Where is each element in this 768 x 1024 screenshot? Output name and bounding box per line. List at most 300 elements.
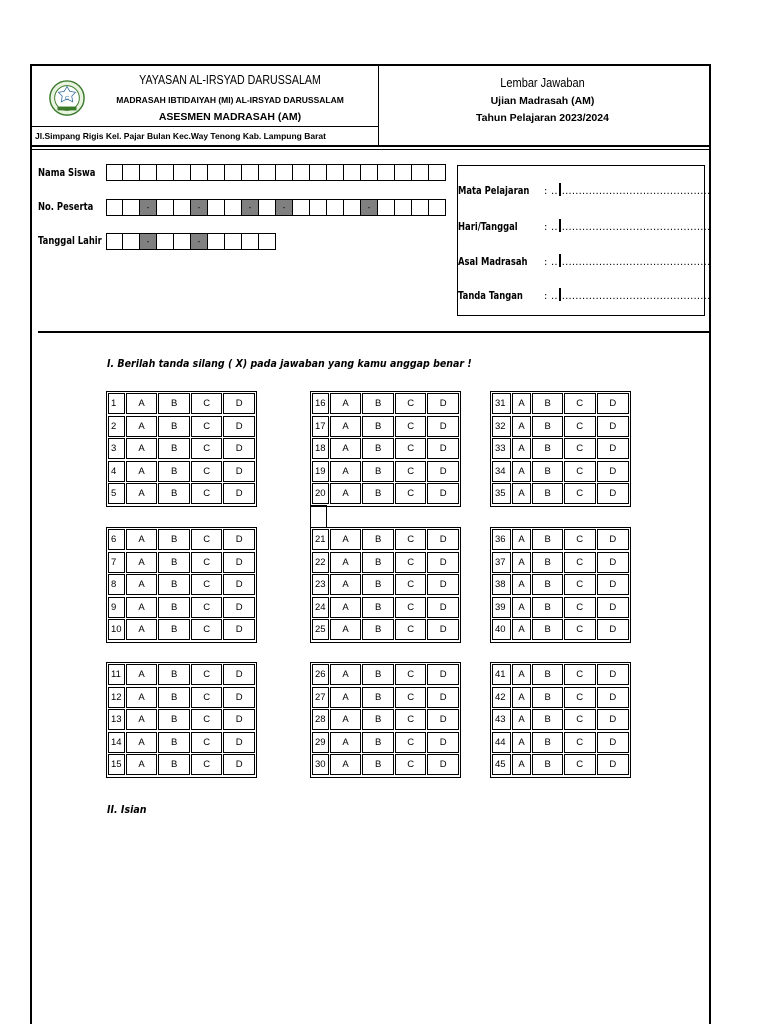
answer-option-b[interactable]: B xyxy=(362,529,394,550)
answer-option-d[interactable]: D xyxy=(597,754,630,775)
answer-option-a[interactable]: A xyxy=(330,597,362,618)
answer-row xyxy=(108,686,256,709)
answer-option-d[interactable]: D xyxy=(427,754,459,775)
question-number: 44 xyxy=(492,732,511,753)
answer-option-b[interactable]: B xyxy=(532,619,563,640)
date-of-birth-boxes[interactable]: - - xyxy=(106,233,276,250)
answer-option-b[interactable]: B xyxy=(362,438,394,459)
answer-option-d[interactable]: D xyxy=(223,619,255,640)
answer-option-b[interactable]: B xyxy=(532,574,563,595)
answer-row xyxy=(312,392,460,415)
header-bottom-rule xyxy=(32,145,709,147)
answer-option-c[interactable]: C xyxy=(395,461,427,482)
answer-option-b[interactable]: B xyxy=(158,461,190,482)
question-number: 4 xyxy=(108,461,125,482)
answer-option-a[interactable]: A xyxy=(512,619,532,640)
answer-block xyxy=(106,662,257,778)
answer-option-a[interactable]: A xyxy=(512,393,532,414)
question-number: 1 xyxy=(108,393,125,414)
answer-option-a[interactable]: A xyxy=(512,574,532,595)
answer-option-b[interactable]: B xyxy=(158,619,190,640)
answer-option-d[interactable]: D xyxy=(427,552,459,573)
answer-row xyxy=(312,731,460,754)
answer-row xyxy=(492,460,630,483)
question-number: 6 xyxy=(108,529,125,550)
answer-option-a[interactable]: A xyxy=(512,529,532,550)
answer-option-c[interactable]: C xyxy=(564,754,596,775)
answer-row xyxy=(312,596,460,619)
answer-option-d[interactable]: D xyxy=(597,461,630,482)
signature-field[interactable]: Tanda Tangan : .. ............................................ xyxy=(458,290,711,302)
answer-option-d[interactable]: D xyxy=(597,664,630,685)
answer-option-d[interactable]: D xyxy=(597,687,630,708)
answer-option-a[interactable]: A xyxy=(330,709,362,730)
answer-block xyxy=(310,662,461,778)
answer-option-c[interactable]: C xyxy=(564,732,596,753)
answer-option-d[interactable]: D xyxy=(597,483,630,504)
question-number: 26 xyxy=(312,664,329,685)
answer-option-a[interactable]: A xyxy=(126,732,158,753)
answer-option-a[interactable]: A xyxy=(330,574,362,595)
answer-option-a[interactable]: A xyxy=(512,687,532,708)
answer-row xyxy=(108,618,256,641)
answer-option-a[interactable]: A xyxy=(330,438,362,459)
answer-row xyxy=(492,415,630,438)
answer-option-a[interactable]: A xyxy=(126,664,158,685)
answer-row xyxy=(108,573,256,596)
exam-name: Ujian Madrasah (AM) xyxy=(490,95,595,107)
answer-row xyxy=(108,460,256,483)
answer-option-b[interactable]: B xyxy=(532,732,563,753)
question-number: 5 xyxy=(108,483,125,504)
answer-option-c[interactable]: C xyxy=(395,483,427,504)
answer-option-d[interactable]: D xyxy=(427,416,459,437)
answer-option-b[interactable]: B xyxy=(158,438,190,459)
answer-option-b[interactable]: B xyxy=(532,461,563,482)
answer-option-c[interactable]: C xyxy=(395,574,427,595)
answer-row xyxy=(108,482,256,505)
question-number: 32 xyxy=(492,416,511,437)
answer-option-d[interactable]: D xyxy=(597,574,630,595)
answer-row xyxy=(108,753,256,776)
answer-option-d[interactable]: D xyxy=(597,597,630,618)
answer-option-c[interactable]: C xyxy=(564,416,596,437)
student-name-boxes[interactable] xyxy=(106,164,446,181)
answer-option-a[interactable]: A xyxy=(330,393,362,414)
question-number: 12 xyxy=(108,687,125,708)
answer-option-d[interactable]: D xyxy=(427,483,459,504)
answer-option-c[interactable]: C xyxy=(564,687,596,708)
answer-option-d[interactable]: D xyxy=(223,529,255,550)
answer-row xyxy=(108,528,256,551)
answer-option-d[interactable]: D xyxy=(597,438,630,459)
answer-option-a[interactable]: A xyxy=(126,754,158,775)
answer-row xyxy=(492,392,630,415)
answer-option-a[interactable]: A xyxy=(126,687,158,708)
answer-option-b[interactable]: B xyxy=(532,552,563,573)
answer-option-b[interactable]: B xyxy=(158,552,190,573)
answer-row xyxy=(312,415,460,438)
answer-option-c[interactable]: C xyxy=(191,709,223,730)
answer-option-a[interactable]: A xyxy=(330,483,362,504)
answer-option-d[interactable]: D xyxy=(427,597,459,618)
question-number: 38 xyxy=(492,574,511,595)
foundation-name: YAYASAN AL-IRSYAD DARUSSALAM xyxy=(139,73,321,87)
answer-option-c[interactable]: C xyxy=(564,664,596,685)
answer-option-d[interactable]: D xyxy=(427,619,459,640)
question-number: 24 xyxy=(312,597,329,618)
answer-option-a[interactable]: A xyxy=(512,732,532,753)
answer-option-a[interactable]: A xyxy=(126,709,158,730)
answer-option-b[interactable]: B xyxy=(362,483,394,504)
question-number: 11 xyxy=(108,664,125,685)
answer-option-d[interactable]: D xyxy=(223,416,255,437)
answer-row xyxy=(108,731,256,754)
answer-option-b[interactable]: B xyxy=(362,393,394,414)
answer-option-b[interactable]: B xyxy=(362,664,394,685)
answer-row xyxy=(108,437,256,460)
section-rule xyxy=(38,331,709,333)
answer-option-c[interactable]: C xyxy=(395,529,427,550)
answer-option-a[interactable]: A xyxy=(512,709,532,730)
answer-option-c[interactable]: C xyxy=(564,552,596,573)
answer-row xyxy=(312,618,460,641)
answer-block xyxy=(106,527,257,643)
question-number: 42 xyxy=(492,687,511,708)
answer-option-d[interactable]: D xyxy=(597,552,630,573)
answer-option-d[interactable]: D xyxy=(597,393,630,414)
answer-option-b[interactable]: B xyxy=(158,709,190,730)
answer-option-b[interactable]: B xyxy=(158,483,190,504)
answer-option-a[interactable]: A xyxy=(330,754,362,775)
answer-option-b[interactable]: B xyxy=(158,393,190,414)
answer-option-b[interactable]: B xyxy=(532,529,563,550)
school-name: MADRASAH IBTIDAIYAH (MI) AL-IRSYAD DARUSSALAM xyxy=(116,95,344,105)
question-number: 14 xyxy=(108,732,125,753)
answer-option-b[interactable]: B xyxy=(158,597,190,618)
answer-row xyxy=(312,573,460,596)
question-number: 19 xyxy=(312,461,329,482)
answer-option-a[interactable]: A xyxy=(126,416,158,437)
question-number: 8 xyxy=(108,574,125,595)
answer-option-b[interactable]: B xyxy=(532,597,563,618)
answer-option-c[interactable]: C xyxy=(564,574,596,595)
answer-option-a[interactable]: A xyxy=(330,687,362,708)
answer-option-d[interactable]: D xyxy=(223,754,255,775)
answer-option-a[interactable]: A xyxy=(126,461,158,482)
answer-option-c[interactable]: C xyxy=(191,552,223,573)
answer-option-d[interactable]: D xyxy=(223,709,255,730)
answer-row xyxy=(108,392,256,415)
answer-option-c[interactable]: C xyxy=(564,461,596,482)
answer-option-b[interactable]: B xyxy=(532,438,563,459)
answer-option-a[interactable]: A xyxy=(126,438,158,459)
answer-option-d[interactable]: D xyxy=(597,732,630,753)
answer-option-a[interactable]: A xyxy=(330,664,362,685)
school-address: Jl.Simpang Rigis Kel. Pajar Bulan Kec.Way Tenong Kab. Lampung Barat xyxy=(32,126,378,144)
answer-option-a[interactable]: A xyxy=(126,483,158,504)
answer-option-c[interactable]: C xyxy=(191,732,223,753)
participant-number-label: No. Peserta xyxy=(38,201,94,213)
answer-option-d[interactable]: D xyxy=(223,461,255,482)
header-divider xyxy=(378,66,379,145)
answer-option-a[interactable]: A xyxy=(330,529,362,550)
answer-option-a[interactable]: A xyxy=(512,552,532,573)
answer-row xyxy=(312,686,460,709)
answer-option-d[interactable]: D xyxy=(597,619,630,640)
answer-option-b[interactable]: B xyxy=(362,416,394,437)
answer-option-b[interactable]: B xyxy=(362,709,394,730)
answer-option-b[interactable]: B xyxy=(158,416,190,437)
answer-row xyxy=(312,460,460,483)
answer-option-d[interactable]: D xyxy=(223,438,255,459)
answer-option-d[interactable]: D xyxy=(427,664,459,685)
answer-option-a[interactable]: A xyxy=(512,597,532,618)
answer-option-c[interactable]: C xyxy=(395,416,427,437)
question-number: 41 xyxy=(492,664,511,685)
answer-row xyxy=(312,708,460,731)
answer-option-a[interactable]: A xyxy=(512,438,532,459)
question-number: 9 xyxy=(108,597,125,618)
answer-option-a[interactable]: A xyxy=(126,619,158,640)
answer-option-b[interactable]: B xyxy=(158,529,190,550)
answer-option-d[interactable]: D xyxy=(427,438,459,459)
question-number: 23 xyxy=(312,574,329,595)
answer-option-d[interactable]: D xyxy=(427,709,459,730)
answer-option-b[interactable]: B xyxy=(532,709,563,730)
answer-option-a[interactable]: A xyxy=(126,574,158,595)
question-number: 33 xyxy=(492,438,511,459)
answer-block xyxy=(106,391,257,507)
answer-option-d[interactable]: D xyxy=(223,687,255,708)
answer-option-c[interactable]: C xyxy=(191,483,223,504)
answer-block xyxy=(490,391,631,507)
answer-option-d[interactable]: D xyxy=(223,574,255,595)
answer-option-c[interactable]: C xyxy=(395,438,427,459)
answer-row xyxy=(492,663,630,686)
answer-option-c[interactable]: C xyxy=(395,754,427,775)
subject-field[interactable]: Mata Pelajaran : .. ............................................ xyxy=(458,185,711,197)
answer-row xyxy=(108,596,256,619)
answer-row xyxy=(312,437,460,460)
answer-option-a[interactable]: A xyxy=(330,619,362,640)
sheet-title: Lembar Jawaban xyxy=(500,76,585,90)
school-logo-icon xyxy=(48,79,86,117)
student-name-label: Nama Siswa xyxy=(38,167,96,179)
question-number: 36 xyxy=(492,529,511,550)
answer-option-b[interactable]: B xyxy=(532,754,563,775)
answer-option-b[interactable]: B xyxy=(532,687,563,708)
header-bottom-rule-2 xyxy=(32,149,709,150)
answer-row xyxy=(312,663,460,686)
answer-option-c[interactable]: C xyxy=(564,619,596,640)
question-number: 30 xyxy=(312,754,329,775)
answer-option-b[interactable]: B xyxy=(532,416,563,437)
answer-option-c[interactable]: C xyxy=(564,529,596,550)
answer-option-c[interactable]: C xyxy=(564,709,596,730)
answer-option-c[interactable]: C xyxy=(191,574,223,595)
answer-option-b[interactable]: B xyxy=(362,687,394,708)
answer-option-d[interactable]: D xyxy=(427,529,459,550)
answer-option-a[interactable]: A xyxy=(330,552,362,573)
answer-option-a[interactable]: A xyxy=(126,597,158,618)
answer-option-c[interactable]: C xyxy=(564,597,596,618)
question-number: 35 xyxy=(492,483,511,504)
answer-option-c[interactable]: C xyxy=(191,529,223,550)
answer-row xyxy=(492,482,630,505)
question-number: 25 xyxy=(312,619,329,640)
answer-option-b[interactable]: B xyxy=(362,461,394,482)
question-number: 27 xyxy=(312,687,329,708)
answer-option-a[interactable]: A xyxy=(330,416,362,437)
answer-row xyxy=(312,753,460,776)
question-number: 17 xyxy=(312,416,329,437)
answer-option-d[interactable]: D xyxy=(427,393,459,414)
answer-option-b[interactable]: B xyxy=(158,732,190,753)
answer-option-b[interactable]: B xyxy=(362,552,394,573)
answer-row xyxy=(492,437,630,460)
answer-option-c[interactable]: C xyxy=(191,461,223,482)
answer-option-a[interactable]: A xyxy=(330,461,362,482)
question-number: 13 xyxy=(108,709,125,730)
answer-row xyxy=(108,663,256,686)
answer-option-d[interactable]: D xyxy=(223,393,255,414)
answer-option-b[interactable]: B xyxy=(362,732,394,753)
question-number: 31 xyxy=(492,393,511,414)
question-number: 21 xyxy=(312,529,329,550)
question-number: 7 xyxy=(108,552,125,573)
answer-row xyxy=(492,731,630,754)
assessment-name: ASESMEN MADRASAH (AM) xyxy=(158,111,302,123)
question-number: 45 xyxy=(492,754,511,775)
answer-option-c[interactable]: C xyxy=(191,438,223,459)
answer-row xyxy=(492,551,630,574)
answer-block xyxy=(310,527,461,643)
answer-option-d[interactable]: D xyxy=(427,461,459,482)
answer-row xyxy=(108,708,256,731)
question-number: 18 xyxy=(312,438,329,459)
answer-option-c[interactable]: C xyxy=(395,393,427,414)
section-1-instruction: I. Berilah tanda silang ( X) pada jawaban yang kamu anggap benar ! xyxy=(107,357,472,370)
answer-option-c[interactable]: C xyxy=(395,709,427,730)
answer-option-a[interactable]: A xyxy=(126,552,158,573)
answer-row xyxy=(492,753,630,776)
answer-option-c[interactable]: C xyxy=(564,483,596,504)
answer-option-d[interactable]: D xyxy=(597,529,630,550)
answer-row xyxy=(312,528,460,551)
question-number: 16 xyxy=(312,393,329,414)
question-number: 3 xyxy=(108,438,125,459)
grid-connector xyxy=(310,505,327,528)
answer-option-d[interactable]: D xyxy=(427,574,459,595)
date-of-birth-label: Tanggal Lahir xyxy=(38,235,102,247)
answer-option-b[interactable]: B xyxy=(158,664,190,685)
answer-row xyxy=(108,415,256,438)
answer-option-a[interactable]: A xyxy=(512,416,532,437)
answer-option-c[interactable]: C xyxy=(395,687,427,708)
origin-school-field[interactable]: Asal Madrasah : .. ............................................ xyxy=(458,256,711,268)
question-number: 37 xyxy=(492,552,511,573)
answer-option-d[interactable]: D xyxy=(597,709,630,730)
answer-option-c[interactable]: C xyxy=(564,438,596,459)
question-number: 2 xyxy=(108,416,125,437)
answer-option-c[interactable]: C xyxy=(395,664,427,685)
answer-option-c[interactable]: C xyxy=(564,393,596,414)
answer-option-a[interactable]: A xyxy=(126,529,158,550)
answer-option-a[interactable]: A xyxy=(126,393,158,414)
answer-option-b[interactable]: B xyxy=(362,597,394,618)
question-number: 15 xyxy=(108,754,125,775)
answer-block xyxy=(310,391,461,507)
answer-option-b[interactable]: B xyxy=(362,754,394,775)
answer-option-a[interactable]: A xyxy=(512,461,532,482)
question-number: 39 xyxy=(492,597,511,618)
answer-option-c[interactable]: C xyxy=(191,664,223,685)
answer-row xyxy=(492,686,630,709)
answer-option-d[interactable]: D xyxy=(223,483,255,504)
answer-option-d[interactable]: D xyxy=(223,732,255,753)
answer-option-d[interactable]: D xyxy=(427,732,459,753)
answer-option-c[interactable]: C xyxy=(191,754,223,775)
answer-option-b[interactable]: B xyxy=(158,754,190,775)
answer-option-b[interactable]: B xyxy=(532,664,563,685)
answer-option-d[interactable]: D xyxy=(427,687,459,708)
answer-block xyxy=(490,527,631,643)
date-field[interactable]: Hari/Tanggal : .. ............................................ xyxy=(458,221,711,233)
svg-text:C: C xyxy=(64,95,70,102)
answer-option-b[interactable]: B xyxy=(532,393,563,414)
answer-option-c[interactable]: C xyxy=(395,619,427,640)
answer-option-c[interactable]: C xyxy=(191,687,223,708)
answer-option-c[interactable]: C xyxy=(191,416,223,437)
answer-option-b[interactable]: B xyxy=(532,483,563,504)
answer-option-d[interactable]: D xyxy=(597,416,630,437)
answer-option-d[interactable]: D xyxy=(223,552,255,573)
answer-option-b[interactable]: B xyxy=(362,619,394,640)
question-number: 43 xyxy=(492,709,511,730)
answer-option-c[interactable]: C xyxy=(191,619,223,640)
answer-option-c[interactable]: C xyxy=(395,552,427,573)
answer-option-b[interactable]: B xyxy=(158,574,190,595)
answer-row xyxy=(492,528,630,551)
answer-option-a[interactable]: A xyxy=(512,754,532,775)
question-number: 28 xyxy=(312,709,329,730)
question-number: 29 xyxy=(312,732,329,753)
answer-option-c[interactable]: C xyxy=(395,597,427,618)
answer-option-a[interactable]: A xyxy=(330,732,362,753)
answer-row xyxy=(492,618,630,641)
answer-option-c[interactable]: C xyxy=(395,732,427,753)
question-number: 20 xyxy=(312,483,329,504)
answer-option-a[interactable]: A xyxy=(512,483,532,504)
question-number: 22 xyxy=(312,552,329,573)
question-number: 10 xyxy=(108,619,125,640)
answer-option-d[interactable]: D xyxy=(223,597,255,618)
answer-option-a[interactable]: A xyxy=(512,664,532,685)
answer-option-b[interactable]: B xyxy=(362,574,394,595)
answer-option-d[interactable]: D xyxy=(223,664,255,685)
answer-block xyxy=(490,662,631,778)
answer-row xyxy=(492,596,630,619)
answer-row xyxy=(492,708,630,731)
answer-option-c[interactable]: C xyxy=(191,393,223,414)
participant-number-boxes[interactable]: - - - - - xyxy=(106,199,446,216)
answer-row xyxy=(312,551,460,574)
answer-option-b[interactable]: B xyxy=(158,687,190,708)
answer-row xyxy=(492,573,630,596)
answer-option-c[interactable]: C xyxy=(191,597,223,618)
answer-row xyxy=(108,551,256,574)
